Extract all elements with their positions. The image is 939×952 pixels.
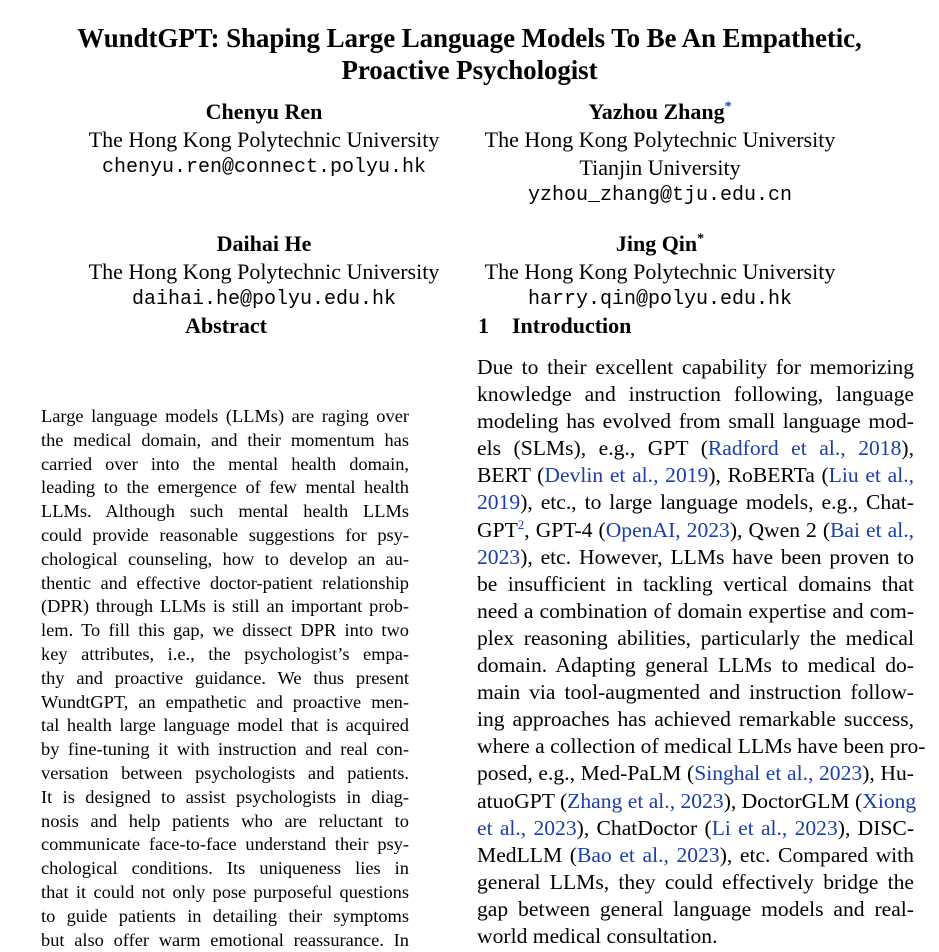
citation-link[interactable]: et al., 2023: [477, 815, 577, 840]
abstract-heading: Abstract: [185, 313, 267, 338]
intro-line: [477, 815, 914, 842]
author-affiliation: The Hong Kong Polytechnic University: [88, 127, 440, 152]
author-name: Yazhou Zhang*: [588, 99, 732, 124]
intro-text: world medical consultation.: [477, 923, 718, 948]
abstract-line: carried over into the mental health domain,: [41, 453, 409, 474]
citation-link[interactable]: Devlin et al., 2019: [544, 463, 709, 488]
intro-line: [477, 571, 914, 598]
intro-text: ),: [901, 436, 914, 461]
intro-line: [477, 788, 917, 815]
author-block-1: [64, 98, 464, 182]
intro-line: [477, 679, 914, 706]
author-block-3: [64, 230, 464, 314]
citation-link[interactable]: Bai et al.,: [830, 517, 914, 542]
title-line-1: WundtGPT: Shaping Large Language Models To Be An Empathetic,: [77, 23, 862, 53]
abstract-line: leading to the emergence of few mental health: [41, 477, 409, 498]
introduction-body: [477, 354, 926, 950]
intro-text: ), RoBERTa (: [708, 463, 829, 488]
intro-text: els (SLMs), e.g., GPT (: [477, 436, 708, 461]
intro-text: MedLLM (: [477, 842, 577, 867]
intro-line: [477, 354, 914, 381]
intro-line: [477, 489, 914, 516]
intro-line: [477, 408, 914, 435]
intro-text: , GPT-4 (: [524, 517, 606, 542]
abstract-line: (DPR) through LLMs is still an important prob-: [41, 596, 409, 617]
introduction-heading: [478, 312, 631, 340]
intro-text: Due to their excellent capability for memorizing: [477, 355, 914, 379]
author-name: Daihai He: [216, 231, 312, 256]
author-block-2: [460, 98, 860, 210]
section-title: Introduction: [512, 313, 632, 338]
abstract-line: but also offer warm emotional reassurance. In: [41, 929, 409, 950]
abstract-line: thy and proactive guidance. We thus present: [41, 667, 409, 688]
intro-text: ), etc. Compared with: [719, 842, 914, 867]
abstract-line: could provide reasonable suggestions for psy-: [41, 524, 409, 545]
author-email[interactable]: harry.qin@polyu.edu.hk: [527, 288, 793, 311]
intro-line: [477, 598, 914, 625]
abstract-line: LLMs. Although such mental health LLMs: [41, 501, 409, 522]
intro-text: ing approaches has achieved remarkable success,: [477, 707, 914, 732]
citation-link[interactable]: Li et al., 2023: [711, 815, 838, 840]
intro-text: BERT (: [477, 463, 545, 488]
paper-title: [0, 22, 939, 86]
intro-text: gap between general language models and real-: [477, 896, 914, 921]
abstract-line: communicate face-to-face understand their psy-: [41, 834, 409, 855]
author-name: Chenyu Ren: [205, 99, 323, 124]
intro-line: [477, 733, 926, 760]
intro-line: [477, 462, 914, 489]
author-email[interactable]: yzhou_zhang@tju.edu.cn: [527, 184, 793, 207]
intro-line: [477, 842, 914, 869]
intro-text: general LLMs, they could effectively bridge the: [477, 869, 914, 894]
author-email[interactable]: daihai.he@polyu.edu.hk: [131, 288, 397, 311]
intro-text: posed, e.g., Med-PaLM (: [477, 761, 695, 786]
intro-line: [477, 896, 914, 923]
intro-text: be insufficient in tackling vertical domains that: [477, 571, 914, 596]
abstract-line: WundtGPT, an empathetic and proactive men-: [41, 691, 409, 712]
corresponding-mark: *: [697, 231, 705, 247]
intro-text: ), Hu-: [862, 761, 914, 786]
abstract-line: that it could not only pose purposeful questions: [41, 881, 409, 902]
abstract-line: to guide patients in detailing their symptoms: [41, 905, 409, 926]
citation-link[interactable]: Xiong: [862, 788, 917, 813]
intro-line: [477, 760, 914, 787]
abstract-line: It is designed to assist psychologists in diag-: [41, 786, 409, 807]
corresponding-mark[interactable]: *: [724, 99, 732, 115]
abstract-line: chological conditions. Its uniqueness lies in: [41, 858, 409, 879]
citation-link[interactable]: Bao et al., 2023: [576, 842, 720, 867]
author-email[interactable]: chenyu.ren@connect.polyu.hk: [101, 156, 427, 179]
citation-link[interactable]: 2023: [477, 544, 521, 569]
intro-text: ), ChatDoctor (: [576, 815, 712, 840]
abstract-line: chological counseling, how to develop an au-: [41, 548, 409, 569]
intro-text: atuoGPT (: [477, 788, 568, 813]
intro-line: [477, 544, 914, 571]
abstract-line: lem. To fill this gap, we dissect DPR into two: [41, 620, 409, 641]
author-affiliation: Tianjin University: [579, 155, 741, 180]
abstract-line: by fine-tuning it with instruction and real con-: [41, 739, 409, 760]
intro-text: knowledge and instruction following, language: [477, 382, 914, 407]
title-line-2: Proactive Psychologist: [341, 55, 598, 85]
citation-link[interactable]: Singhal et al., 2023: [694, 761, 863, 786]
intro-text: where a collection of medical LLMs have been pro-: [477, 734, 926, 759]
author-affiliation: The Hong Kong Polytechnic University: [484, 259, 836, 284]
intro-line: [477, 435, 914, 462]
citation-link[interactable]: Radford et al., 2018: [707, 436, 902, 461]
citation-link[interactable]: OpenAI, 2023: [605, 517, 730, 542]
intro-line: [477, 381, 914, 408]
intro-line: [477, 869, 914, 896]
abstract-line: thentic and effective doctor-patient relationship: [41, 572, 409, 593]
intro-line: [477, 652, 914, 679]
intro-text: ), Qwen 2 (: [729, 517, 831, 542]
abstract-line: nosis and help patients who are reluctant to: [41, 810, 409, 831]
section-number: 1: [478, 313, 489, 338]
intro-text: ), etc., to large language models, e.g., Chat-: [520, 490, 914, 515]
abstract-body: [41, 405, 409, 952]
intro-text: modeling has evolved from small language mod-: [477, 409, 914, 434]
intro-text: main via tool-augmented and instruction follow-: [477, 680, 914, 705]
author-affiliation: The Hong Kong Polytechnic University: [88, 259, 440, 284]
author-block-4: [460, 230, 860, 314]
intro-text: ), DISC-: [837, 815, 915, 840]
intro-text: ), DoctorGLM (: [723, 788, 863, 813]
intro-line: [477, 923, 914, 950]
author-name: Jing Qin*: [615, 231, 705, 256]
abstract-line: tal health large language model that is acquired: [41, 715, 409, 736]
intro-text: ), etc. However, LLMs have been proven to: [520, 544, 914, 569]
intro-text: need a combination of domain expertise and com-: [477, 598, 914, 623]
footnote-marker[interactable]: 2: [517, 516, 525, 532]
abstract-line: key attributes, i.e., the psychologist’s empa-: [41, 643, 409, 664]
intro-text: plex reasoning abilities, particularly the medical: [477, 625, 914, 650]
author-affiliation: The Hong Kong Polytechnic University: [484, 127, 836, 152]
citation-link[interactable]: Zhang et al., 2023: [567, 788, 724, 813]
citation-link[interactable]: Liu et al.,: [828, 463, 914, 488]
abstract-line: Large language models (LLMs) are raging over: [41, 406, 409, 426]
intro-text: domain. Adapting general LLMs to medical do-: [477, 653, 914, 678]
intro-line: [477, 517, 914, 544]
citation-link[interactable]: 2019: [477, 490, 521, 515]
intro-line: [477, 625, 914, 652]
abstract-line: versation between psychologists and patients.: [41, 762, 409, 783]
abstract-line: the medical domain, and their momentum has: [41, 429, 409, 450]
intro-line: [477, 706, 914, 733]
intro-text: GPT: [477, 517, 518, 542]
